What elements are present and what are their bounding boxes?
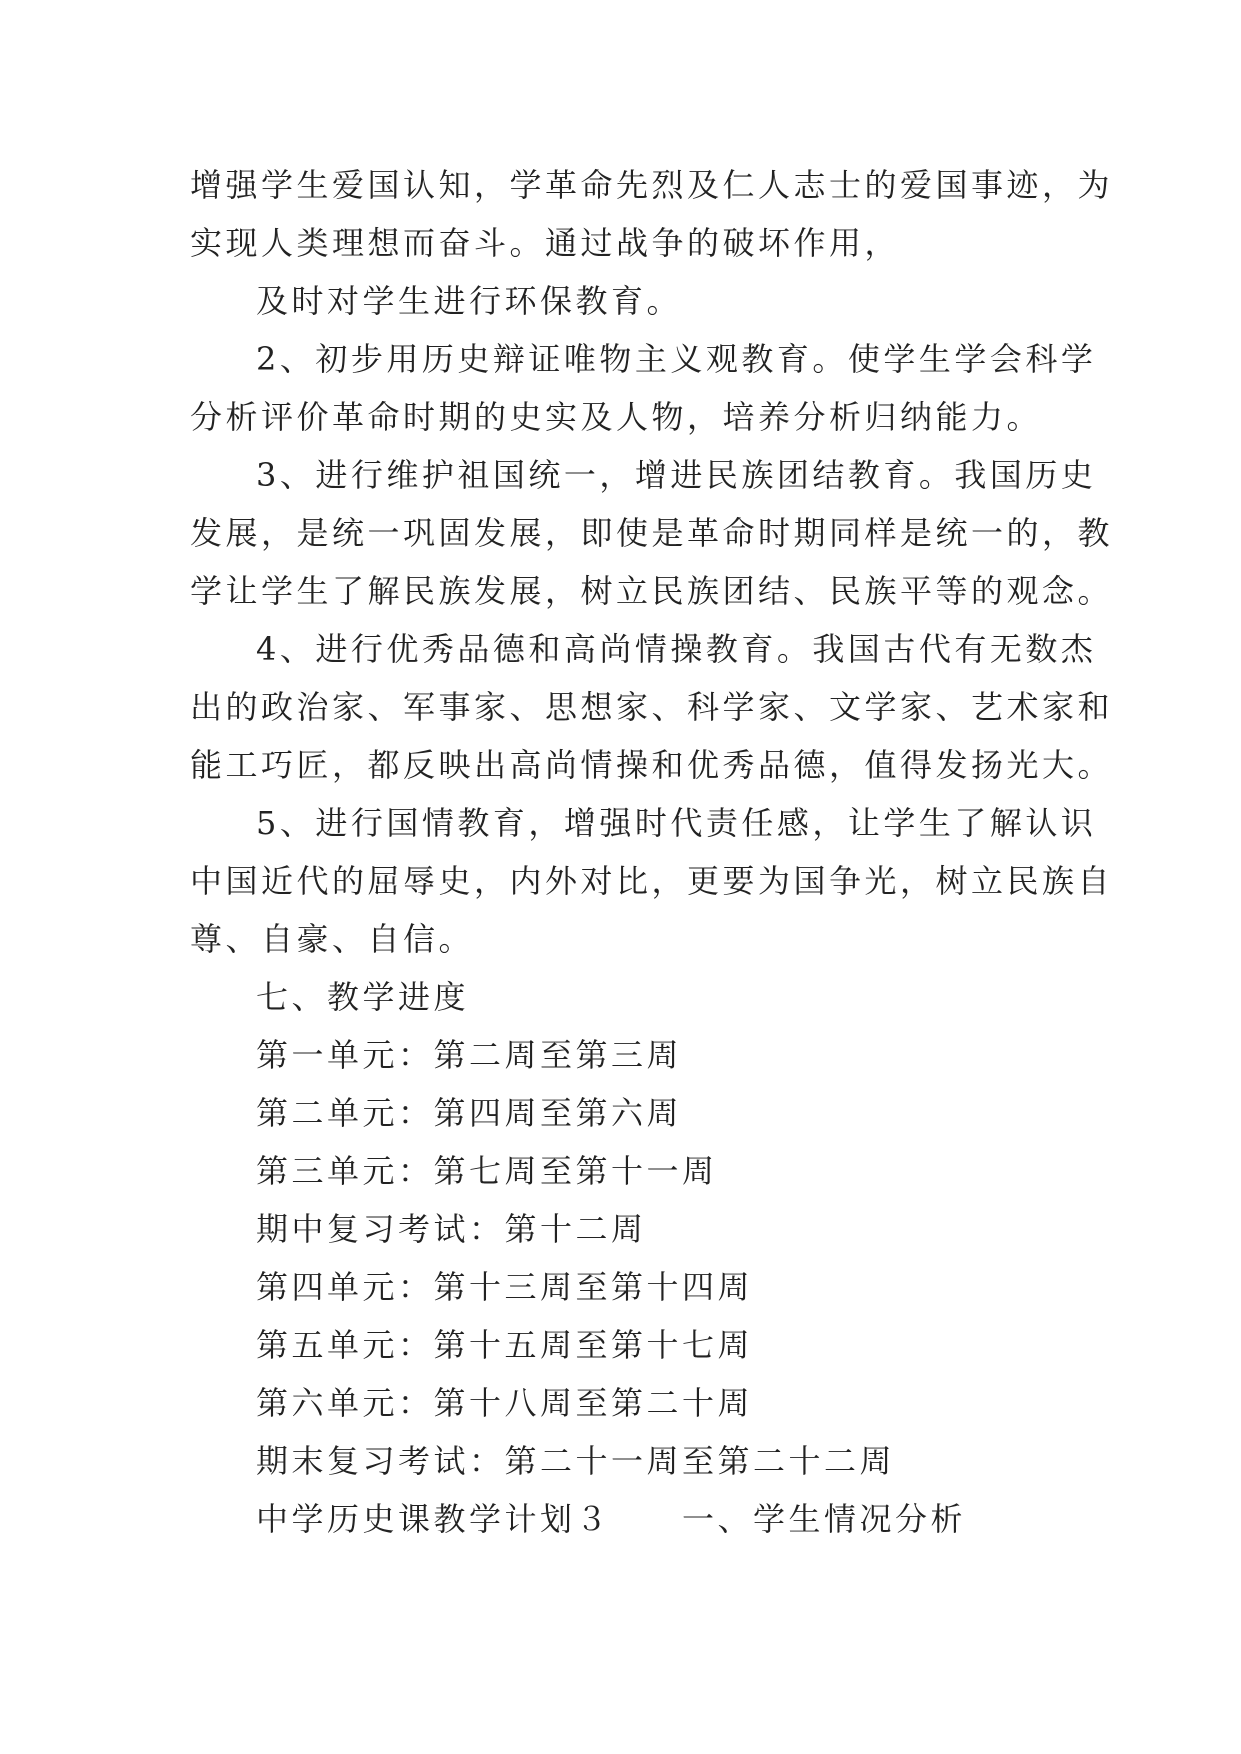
schedule-line: 第四单元：第十三周至第十四周 [256, 1268, 754, 1306]
schedule-line: 第三单元：第七周至第十一周 [256, 1152, 718, 1190]
document-title-line: 中学历史课教学计划３ 一、学生情况分析 [256, 1500, 967, 1538]
schedule-line: 第二单元：第四周至第六周 [256, 1094, 683, 1132]
text-line: 出的政治家、军事家、思想家、科学家、文学家、艺术家和 [190, 688, 1114, 726]
text-line: 中国近代的屈辱史，内外对比，更要为国争光，树立民族自 [190, 862, 1114, 900]
text-line: 学让学生了解民族发展，树立民族团结、民族平等的观念。 [190, 572, 1114, 610]
schedule-line: 第五单元：第十五周至第十七周 [256, 1326, 754, 1364]
schedule-line: 第一单元：第二周至第三周 [256, 1036, 683, 1074]
schedule-line: 第六单元：第十八周至第二十周 [256, 1384, 754, 1422]
text-line: 分析评价革命时期的史实及人物，培养分析归纳能力。 [190, 398, 1043, 436]
text-line: 发展，是统一巩固发展，即使是革命时期同样是统一的，教 [190, 514, 1114, 552]
text-line: 尊、自豪、自信。 [190, 920, 475, 958]
text-line: 2、初步用历史辩证唯物主义观教育。使学生学会科学 [256, 340, 1097, 378]
text-line: 3、进行维护祖国统一，增进民族团结教育。我国历史 [256, 456, 1097, 494]
text-line: 4、进行优秀品德和高尚情操教育。我国古代有无数杰 [256, 630, 1097, 668]
text-line: 5、进行国情教育，增强时代责任感，让学生了解认识 [256, 804, 1097, 842]
text-line: 能工巧匠，都反映出高尚情操和优秀品德，值得发扬光大。 [190, 746, 1114, 784]
section-heading: 七、教学进度 [256, 978, 470, 1016]
text-line: 增强学生爱国认知，学革命先烈及仁人志士的爱国事迹，为 [190, 166, 1114, 204]
text-line: 实现人类理想而奋斗。通过战争的破坏作用， [190, 224, 901, 262]
text-line: 及时对学生进行环保教育。 [256, 282, 683, 320]
schedule-line: 期末复习考试：第二十一周至第二十二周 [256, 1442, 896, 1480]
schedule-line: 期中复习考试：第十二周 [256, 1210, 647, 1248]
